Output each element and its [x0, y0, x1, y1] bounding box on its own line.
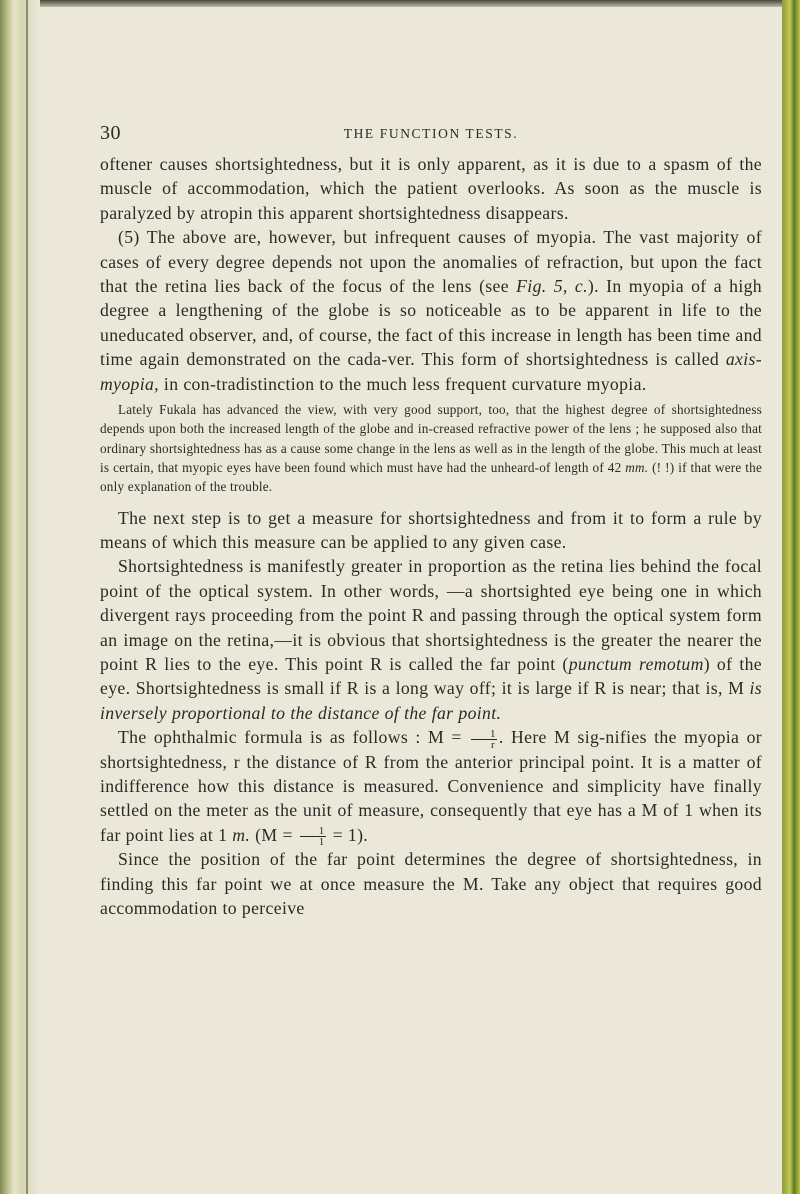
paragraph-4: [100, 554, 762, 725]
text-run: (5) The above are, however, but infrequent causes of myopia. The vast majority of cases of every degree depends not upon the anomalies of refraction, but upon the fact that the retina lies back of the focus of the lens (see: [100, 227, 762, 297]
paragraph-5: [100, 725, 762, 847]
text-run: Shortsightedness is manifestly greater in proportion as the retina lies behind the focal point of the optical system. In other words, —a shortsighted eye being one in which divergent rays proceeding from the point R and passing through the optical system form an image on the retina,—it is obvious that shortsightedness is the greater the nearer the point R lies to the eye. This point R is called the far point (: [100, 556, 762, 674]
text-run: (! !) if that were the only explanation of the trouble.: [100, 459, 762, 495]
page-top-edge: [0, 0, 800, 7]
text-run: The ophthalmic formula is as follows : M =: [118, 727, 470, 748]
term-axis-myopia: axis-myopia,: [100, 349, 762, 394]
unit-m: m.: [232, 824, 251, 845]
latin-term: punctum remotum: [568, 653, 704, 674]
text-run: ) of the eye. Shortsightedness is small if R is a long way off; it is large if R is near; that is, M: [100, 653, 763, 699]
text-run: ). In myopia of a high degree a lengthening of the globe is so noticeable as to be apparent in life to the uneducated observer, and, of course, the fact of this increase in length has been time and time again demonstrated on the cada-ver. This form of shortsightedness is called: [100, 276, 762, 370]
paragraph-1: oftener causes shortsightedness, but it is only apparent, as it is due to a spasm of the muscle of accommodation, which the patient overlooks. As soon as the muscle is paralyzed by atropin this apparent shortsightedness disappears.: [100, 154, 762, 223]
unit-mm: mm.: [625, 459, 649, 475]
running-head: THE FUNCTION TESTS.: [343, 126, 519, 141]
page-header: [100, 122, 762, 146]
formula-fraction: [471, 729, 497, 750]
body-text-continued: [100, 506, 762, 921]
page-right-edge: [782, 0, 800, 1194]
book-binding-edge: [0, 0, 40, 1194]
fraction-numerator: 1: [471, 729, 497, 740]
emphasized-rule: is inversely proportional to the distance of the far point.: [100, 678, 762, 723]
footnote-paragraph: [100, 400, 762, 496]
body-text: [100, 152, 762, 396]
paragraph-3: The next step is to get a measure for shortsightedness and from it to form a rule by means of which this measure can be applied to any given case.: [100, 507, 762, 552]
paragraph-6: Since the position of the far point determines the degree of shortsightedness, in finding this far point we at once measure the M. Take any object that requires good accommodation to perceive: [100, 849, 762, 919]
book-page: [100, 122, 762, 921]
text-run: Lately Fukala has advanced the view, with very good support, too, that the highest degree of shortsightedness depends upon both the increased length of the globe and in-creased refractive power of the lens ; he supposed also that ordinary shortsightedness has as a cause some change in the lens as well as in the length of the globe. This much at least is certain, that myopic eyes have been found which must have had the unheard-of length of 42: [100, 402, 762, 475]
paragraph-2: [100, 225, 762, 396]
text-run: . Here M sig-nifies the myopia or shortsightedness, r the distance of R from the anterior principal point. It is a matter of indifference how this distance is measured. Convenience and simplicity have finally settled on the meter as the unit of measure, consequently that eye has a M of 1 when its far point lies at 1: [100, 727, 762, 845]
figure-reference: Fig. 5, c.: [516, 276, 588, 297]
page-number: 30: [100, 122, 121, 144]
fraction-numerator: 1: [300, 826, 326, 837]
fraction-denominator: 1: [318, 836, 325, 849]
formula-fraction-2: [300, 826, 326, 847]
text-run: (M =: [250, 824, 298, 845]
binding-line: [26, 0, 28, 1194]
fraction-denominator: r: [490, 738, 495, 751]
text-run: in con-tradistinction to the much less frequent curvature myopia.: [158, 373, 647, 394]
text-run: = 1).: [327, 824, 369, 845]
